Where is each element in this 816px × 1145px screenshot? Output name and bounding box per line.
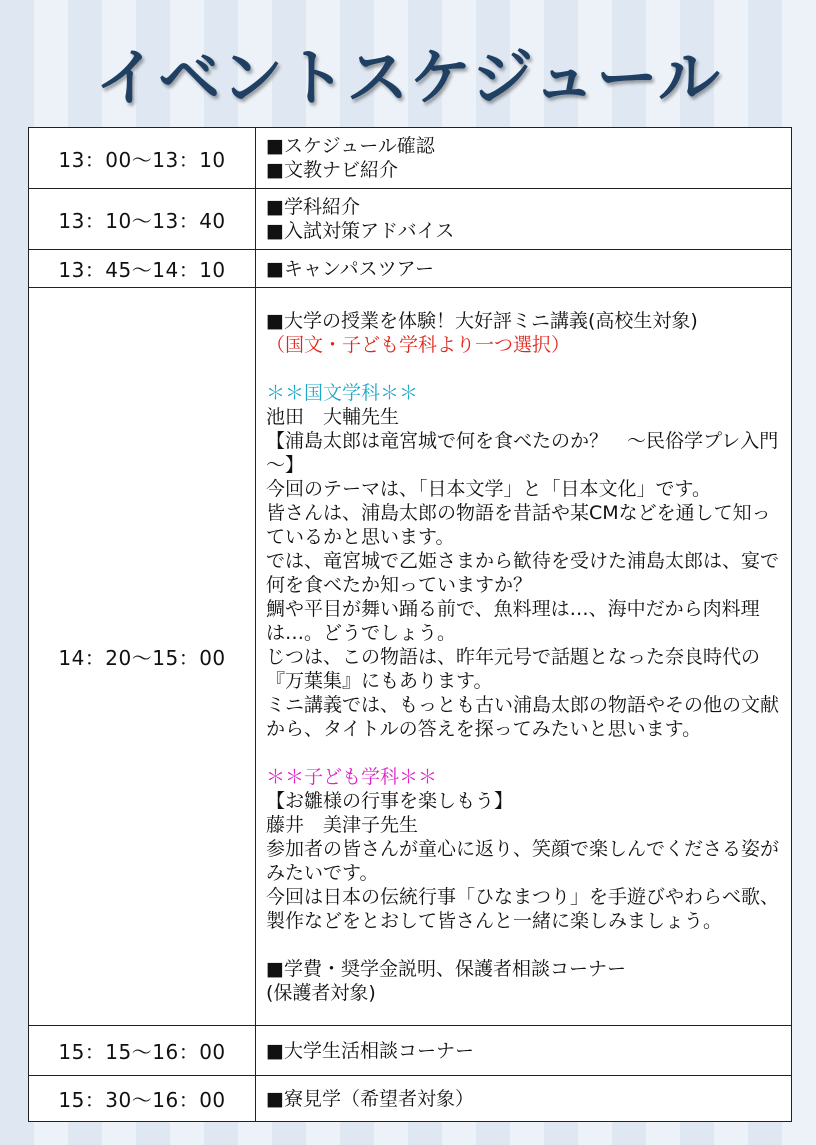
schedule-item: ■入試対策アドバイス xyxy=(266,220,455,242)
content-cell xyxy=(256,250,792,288)
table-row xyxy=(29,1026,792,1076)
kodomo-lecture-title: 【お雛様の行事を楽しもう】 xyxy=(266,789,514,812)
schedule-item: ■キャンパスツアー xyxy=(266,257,435,280)
kodomo-paragraph: 今回は日本の伝統行事「ひなまつり」を手遊びやわらべ歌、製作などをとおして皆さんと一緒に楽しみましょう。 xyxy=(266,885,780,932)
spacer xyxy=(266,741,781,765)
parents-note: (保護者対象) xyxy=(266,981,376,1004)
spacer xyxy=(266,933,781,957)
table-row xyxy=(29,1076,792,1122)
schedule-item: ■大学生活相談コーナー xyxy=(266,1039,474,1062)
schedule-item: ■学科紹介 xyxy=(266,196,360,218)
content-cell xyxy=(256,189,792,250)
table-row xyxy=(29,250,792,288)
content-cell xyxy=(256,1026,792,1076)
page-title: イベントスケジュール xyxy=(95,41,721,114)
schedule-item: ■文教ナビ紹介 xyxy=(266,159,398,181)
time-cell: 13：45～14：10 xyxy=(29,250,256,288)
time-cell: 13：10～13：40 xyxy=(29,189,256,250)
schedule-item: ■スケジュール確認 xyxy=(266,135,435,157)
kokubun-paragraph: 今回のテーマは、「日本文学」と「日本文化」です。 xyxy=(266,477,711,500)
content-cell xyxy=(256,288,792,1026)
content-cell xyxy=(256,128,792,189)
time-cell: 15：15～16：00 xyxy=(29,1026,256,1076)
kokubun-paragraph: じつは、この物語は、昨年元号で話題となった奈良時代の『万葉集』にもあります。 xyxy=(266,645,761,692)
time-cell: 15：30～16：00 xyxy=(29,1076,256,1122)
content-cell xyxy=(256,1076,792,1122)
mini-lecture-heading: ■大学の授業を体験！大好評ミニ講義(高校生対象) xyxy=(266,309,698,332)
parents-corner: ■学費・奨学金説明、保護者相談コーナー xyxy=(266,957,626,980)
kokubun-paragraph: 皆さんは、浦島太郎の物語を昔話や某CMなどを通して知っているかと思います。 xyxy=(266,501,771,548)
spacer xyxy=(266,357,781,381)
kodomo-header: ＊＊子ども学科＊＊ xyxy=(266,765,438,788)
kodomo-teacher: 藤井 美津子先生 xyxy=(266,813,419,836)
kodomo-paragraph: 参加者の皆さんが童心に返り、笑顔で楽しんでくださる姿がみたいです。 xyxy=(266,837,780,884)
time-cell: 14：20～15：00 xyxy=(29,288,256,1026)
table-row xyxy=(29,189,792,250)
table-row xyxy=(29,288,792,1026)
mini-lecture-note: （国文・子ども学科より一つ選択） xyxy=(266,333,571,356)
table-row xyxy=(29,128,792,189)
kokubun-header: ＊＊国文学科＊＊ xyxy=(266,381,419,404)
time-cell: 13：00～13：10 xyxy=(29,128,256,189)
kokubun-paragraph: ミニ講義では、もっとも古い浦島太郎の物語やその他の文献から、タイトルの答えを探ってみたいと思います。 xyxy=(266,693,780,740)
kokubun-paragraph: 鯛や平目が舞い踊る前で、魚料理は…、海中だから肉料理は…。どうでしょう。 xyxy=(266,597,760,644)
schedule-table xyxy=(28,127,792,1122)
kokubun-lecture-title: 【浦島太郎は竜宮城で何を食べたのか？ ～民俗学プレ入門～】 xyxy=(266,429,779,476)
kokubun-paragraph: では、竜宮城で乙姫さまから歓待を受けた浦島太郎は、宴で何を食べたか知っていますか？ xyxy=(266,549,780,596)
schedule-item: ■寮見学（希望者対象） xyxy=(266,1087,474,1110)
kokubun-teacher: 池田 大輔先生 xyxy=(266,405,400,428)
